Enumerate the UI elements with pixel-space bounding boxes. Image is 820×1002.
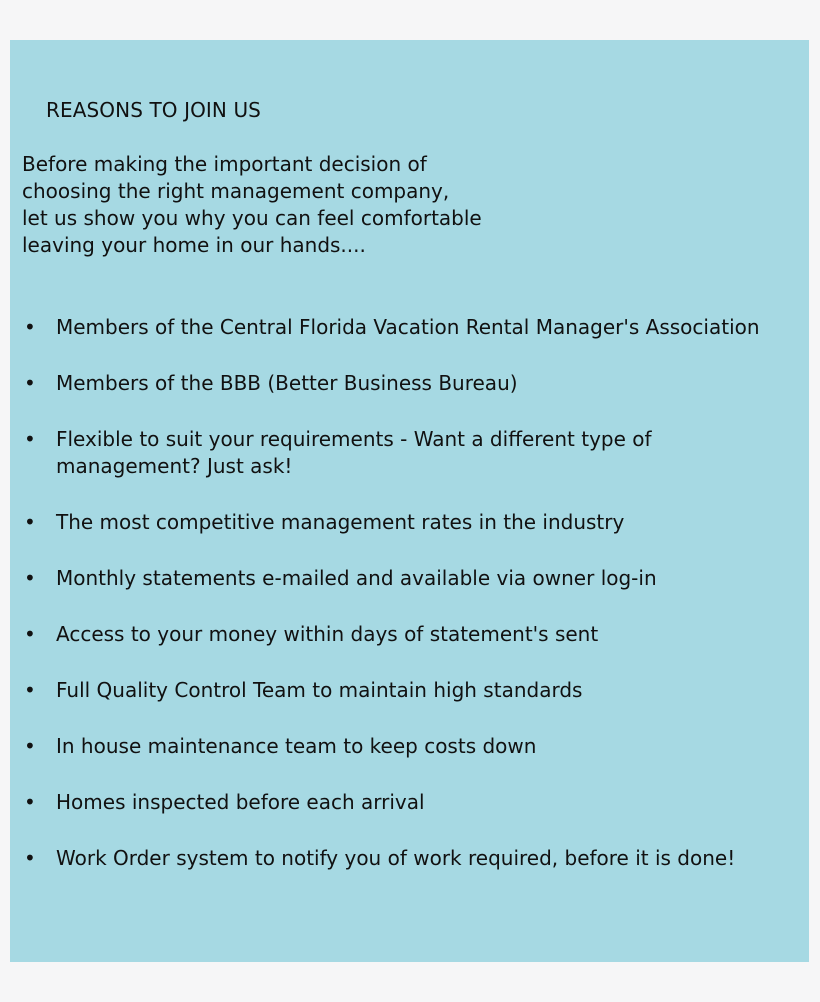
bullet-icon: • [24,510,36,534]
reason-text [46,426,706,480]
list-item [22,509,807,536]
reason-text: Homes inspected before each arrival [56,790,425,814]
bullet-icon: • [24,846,36,870]
reason-text: Full Quality Control Team to maintain high standards [56,678,583,702]
list-item [22,677,807,704]
bullet-icon: • [24,622,36,646]
bullet-icon: • [24,427,36,451]
intro-line: leaving your home in our hands.... [22,233,366,257]
bullet-icon: • [24,790,36,814]
reasons-list [22,314,807,872]
bullet-icon: • [24,678,36,702]
bullet-icon: • [24,371,36,395]
reason-text: Members of the BBB (Better Business Bureau) [56,371,518,395]
reasons-panel [10,40,809,962]
bullet-icon: • [24,566,36,590]
intro-paragraph [22,151,482,259]
page-heading: REASONS TO JOIN US [46,98,261,122]
list-item [22,789,807,816]
list-item [22,565,807,592]
bullet-icon: • [24,734,36,758]
intro-line: Before making the important decision of [22,152,427,176]
list-item [22,370,807,397]
reason-text: Monthly statements e-mailed and available via owner log-in [56,566,657,590]
intro-line: let us show you why you can feel comfortable [22,206,482,230]
reason-text: Access to your money within days of statement's sent [56,622,599,646]
list-item [22,621,807,648]
list-item [22,314,807,341]
reason-text: Members of the Central Florida Vacation Rental Manager's Association [56,315,760,339]
list-item [22,733,807,760]
reason-text-content: Flexible to suit your requirements - Want a different type of management? Just ask! [56,427,652,478]
reason-text: In house maintenance team to keep costs down [56,734,537,758]
list-item [22,426,807,480]
reason-text: The most competitive management rates in the industry [56,510,625,534]
bullet-icon: • [24,315,36,339]
list-item [22,845,807,872]
reason-text: Work Order system to notify you of work required, before it is done! [56,846,736,870]
intro-line: choosing the right management company, [22,179,450,203]
